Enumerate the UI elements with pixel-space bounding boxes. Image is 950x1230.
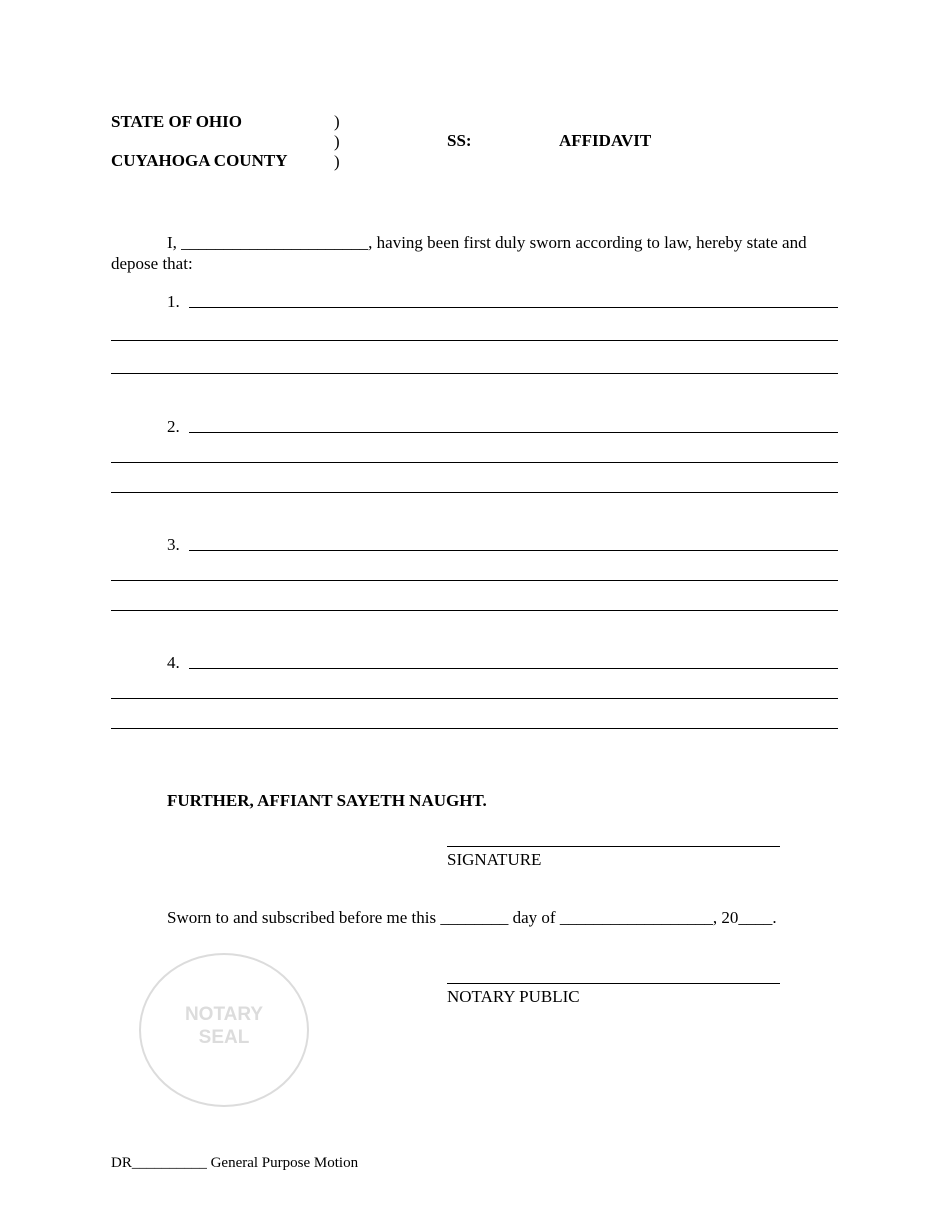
statement-line[interactable] (111, 728, 838, 729)
statement-line[interactable] (111, 462, 838, 463)
caption-paren: ) (334, 152, 340, 171)
statement-line[interactable] (189, 432, 838, 433)
seal-line-2: SEAL (198, 1027, 250, 1048)
statement-number: 4. (167, 653, 180, 672)
statement-line[interactable] (111, 580, 838, 581)
seal-line-1: NOTARY (184, 1004, 264, 1025)
notary-label: NOTARY PUBLIC (447, 987, 580, 1006)
footer (111, 1155, 358, 1172)
document-title: AFFIDAVIT (559, 131, 652, 150)
state-label: STATE OF OHIO (111, 112, 242, 131)
statement-line[interactable] (189, 550, 838, 551)
notary-signature-line[interactable] (447, 983, 780, 984)
statement-line[interactable] (111, 610, 838, 611)
signature-line[interactable] (447, 846, 780, 847)
statement-line[interactable] (111, 698, 838, 699)
sworn-statement: Sworn to and subscribed before me this ________ day of __________________, 20____. (167, 908, 777, 927)
footer-case-number: DR__________ (111, 1155, 207, 1171)
signature-label: SIGNATURE (447, 850, 542, 869)
statement-line[interactable] (111, 340, 838, 341)
caption-paren: ) (334, 132, 340, 151)
intro-line: I, ______________________, having been first duly sworn according to law, hereby state and (167, 233, 807, 252)
ss-label: SS: (447, 131, 472, 150)
statement-number: 2. (167, 417, 180, 436)
caption-paren: ) (334, 112, 340, 131)
notary-seal (139, 953, 309, 1107)
statement-line[interactable] (189, 668, 838, 669)
statement-line[interactable] (189, 307, 838, 308)
statement-line[interactable] (111, 373, 838, 374)
statement-line[interactable] (111, 492, 838, 493)
county-label: CUYAHOGA COUNTY (111, 151, 288, 170)
intro-continuation: depose that: (111, 254, 193, 273)
footer-title: General Purpose Motion (210, 1155, 359, 1171)
closing-statement: FURTHER, AFFIANT SAYETH NAUGHT. (167, 791, 487, 810)
statement-number: 3. (167, 535, 180, 554)
statement-number: 1. (167, 292, 180, 311)
